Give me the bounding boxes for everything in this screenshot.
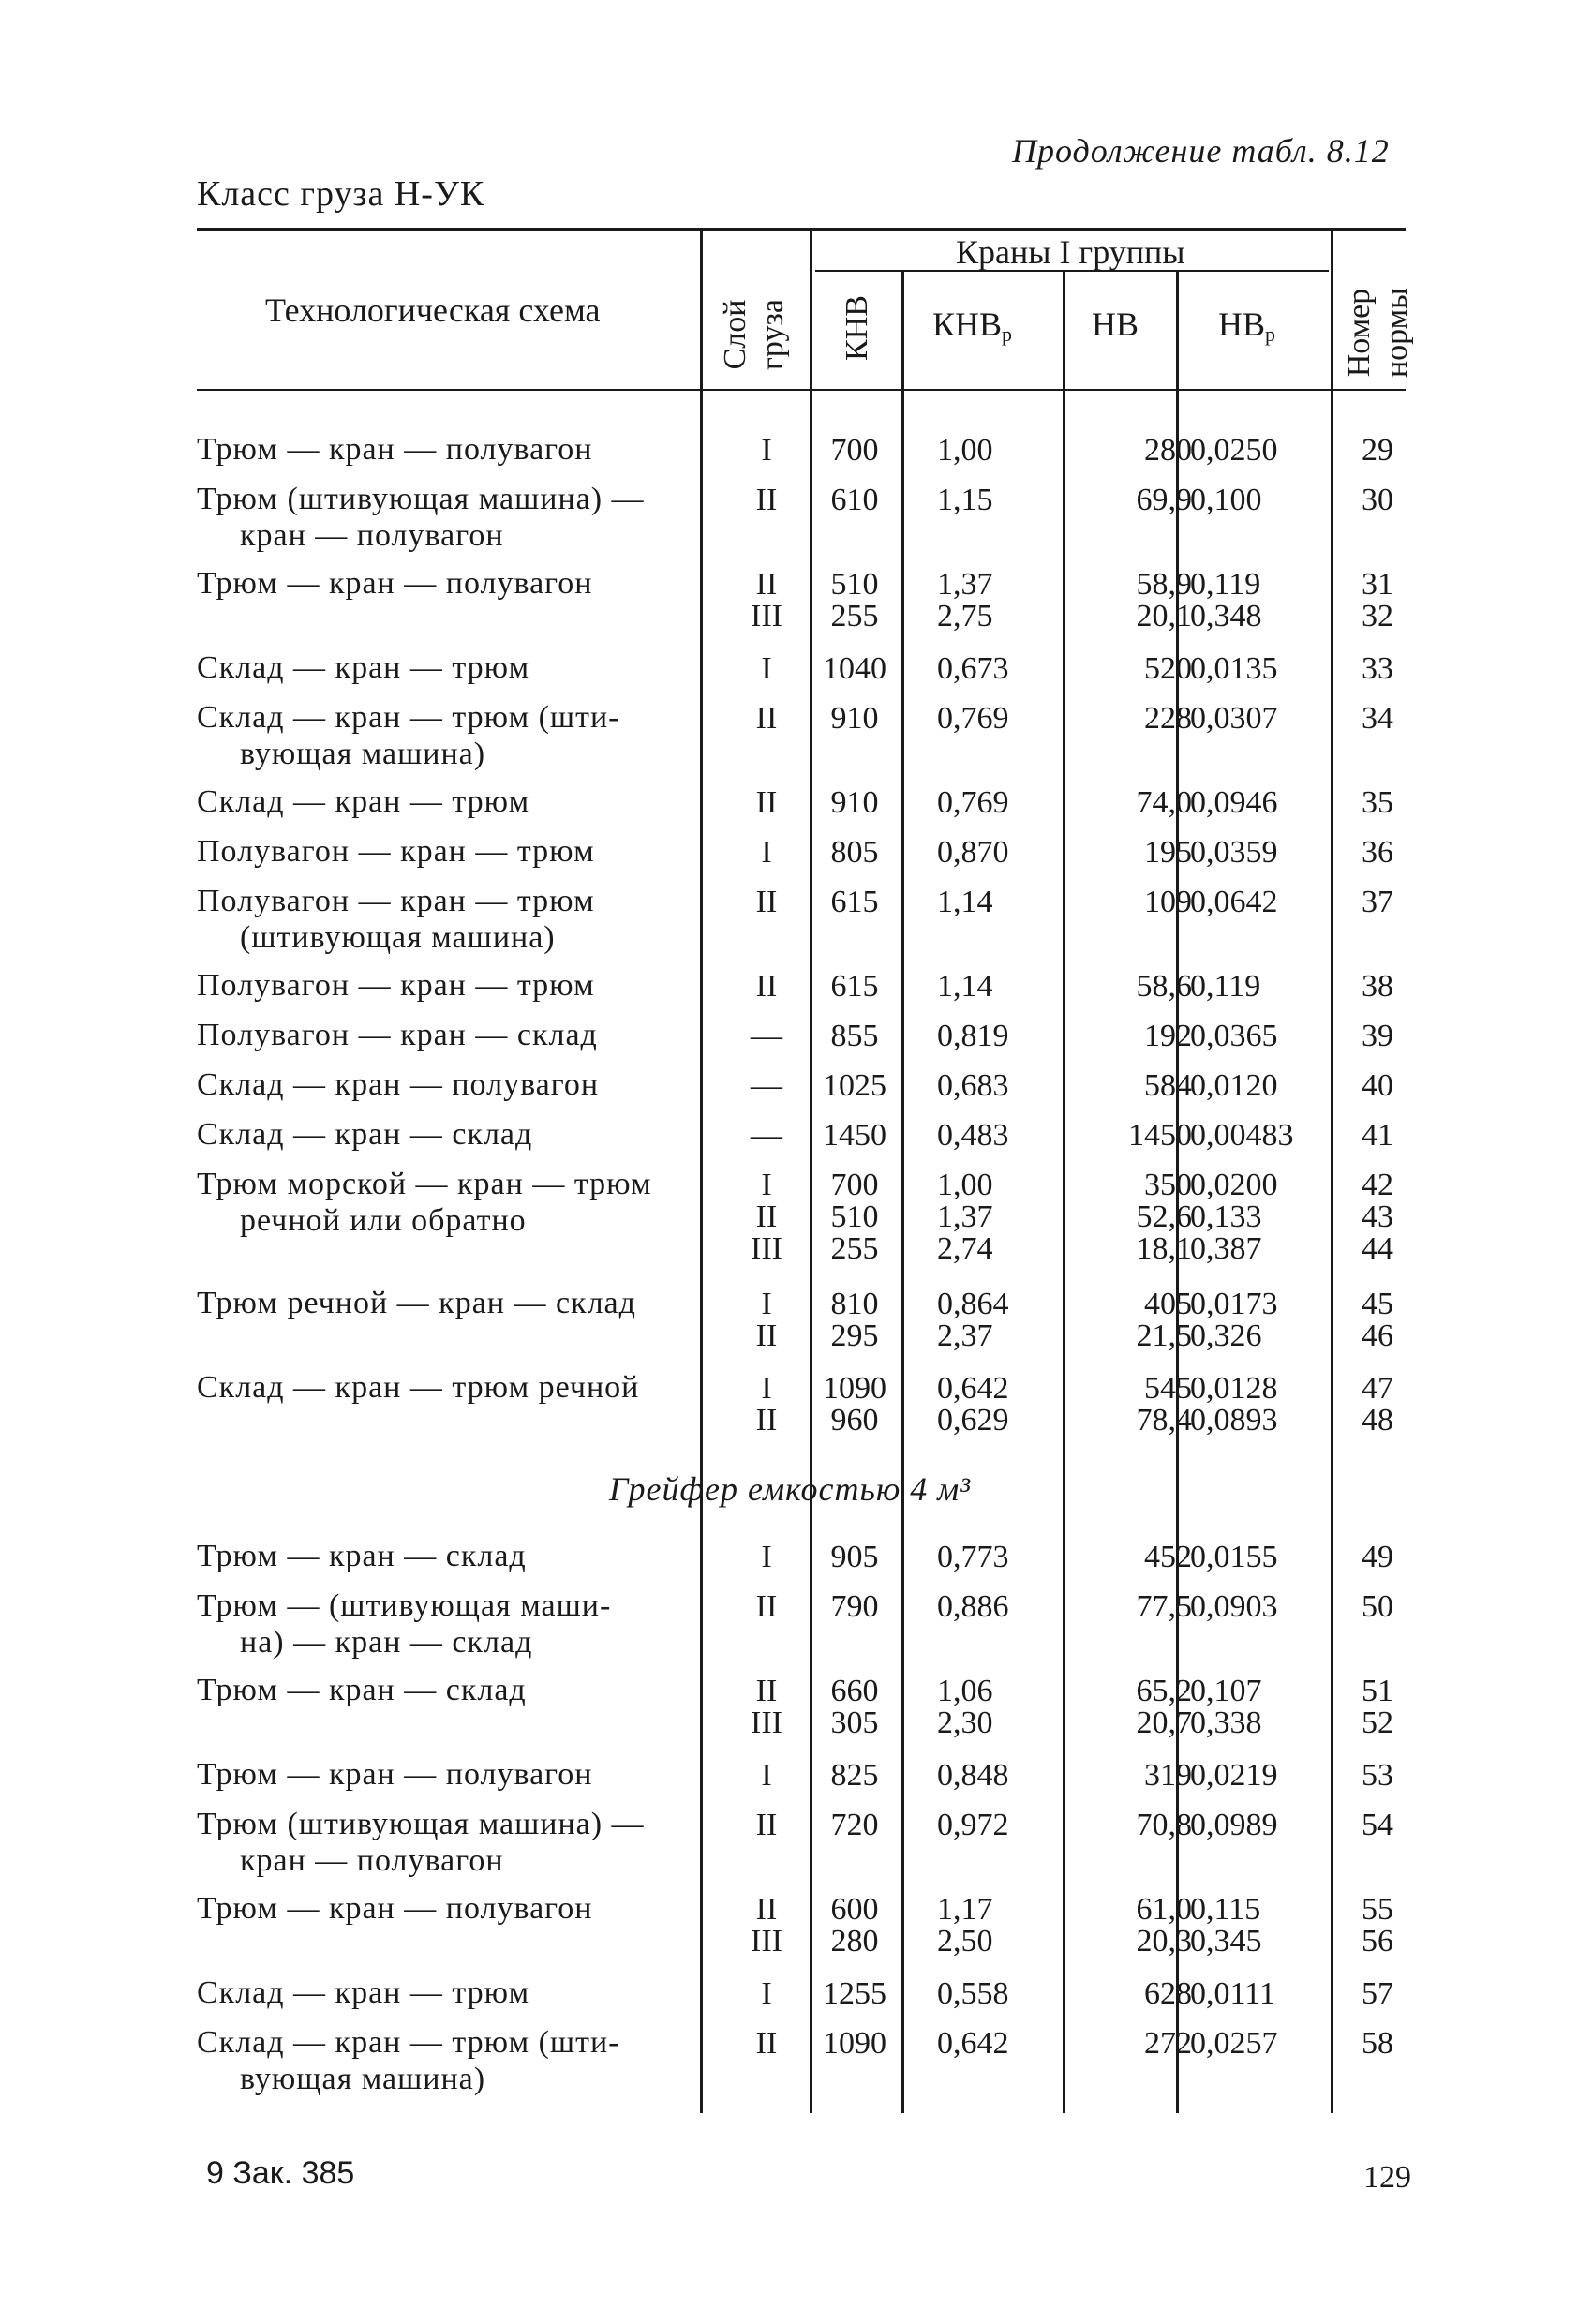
cell-num: 46 <box>1362 1318 1393 1354</box>
cell-knv: 280 <box>830 1924 879 1959</box>
cell-nv: 452 <box>1144 1540 1192 1574</box>
cell-nv: 78,4 <box>1136 1403 1192 1438</box>
cell-layer: II <box>755 1892 778 1927</box>
cell-num: 31 <box>1362 567 1393 602</box>
row-scheme-line: Трюм — кран — склад <box>197 1539 527 1573</box>
cargo-class-label: Класс груза Н-УК <box>197 174 485 214</box>
cell-num: 30 <box>1362 483 1393 517</box>
cell-knv: 700 <box>830 433 879 468</box>
cell-nvr: 0,0642 <box>1190 885 1278 919</box>
cell-knv: 1450 <box>823 1118 886 1153</box>
cell-nvr: 0,0173 <box>1190 1287 1278 1321</box>
cell-nv: 65,2 <box>1136 1674 1192 1708</box>
cell-knvr: 1,00 <box>937 1168 993 1202</box>
footer-order-number: 9 Зак. 385 <box>206 2155 355 2191</box>
cell-layer: — <box>751 1068 782 1103</box>
row-scheme-line: Склад — кран — трюм <box>197 1975 530 2010</box>
cell-knv: 615 <box>830 969 879 1004</box>
row-scheme-line: Склад — кран — склад <box>197 1117 533 1152</box>
cell-nv: 20,1 <box>1136 599 1192 634</box>
cell-nvr: 0,100 <box>1190 483 1262 517</box>
cell-knv: 700 <box>830 1168 879 1202</box>
row-scheme <box>197 883 693 956</box>
header-knv: КНВ <box>840 295 874 361</box>
cell-knv: 255 <box>830 599 879 634</box>
cell-layer: I <box>761 1758 772 1793</box>
cell-knvr: 1,14 <box>937 969 993 1004</box>
row-scheme-line: вующая машина) <box>240 737 486 771</box>
cell-knvr: 0,558 <box>937 1976 1009 2011</box>
row-scheme <box>197 833 693 870</box>
cell-knvr: 0,483 <box>937 1118 1009 1153</box>
cell-knvr: 0,886 <box>937 1589 1009 1624</box>
cell-num: 42 <box>1362 1168 1393 1202</box>
cell-nv: 280 <box>1144 433 1192 468</box>
row-scheme-line: Склад — кран — трюм речной <box>197 1370 640 1405</box>
cell-knvr: 2,30 <box>937 1706 993 1741</box>
cell-num: 44 <box>1362 1231 1393 1267</box>
cell-knv: 305 <box>830 1706 879 1741</box>
cell-knv: 905 <box>830 1540 879 1574</box>
cell-layer: I <box>761 433 772 468</box>
cell-num: 32 <box>1362 599 1393 634</box>
cell-layer: III <box>751 1924 782 1959</box>
cell-nvr: 0,348 <box>1190 599 1262 634</box>
cell-layer: II <box>755 701 778 736</box>
cell-nv: 70,8 <box>1136 1808 1192 1842</box>
cell-knv: 1255 <box>823 1976 886 2011</box>
row-scheme <box>197 1369 693 1406</box>
cell-knvr: 0,642 <box>937 1371 1009 1406</box>
cell-layer: II <box>755 483 778 517</box>
cell-num: 36 <box>1362 835 1393 870</box>
cell-knv: 720 <box>830 1808 879 1842</box>
cell-nv: 58,6 <box>1136 969 1192 1004</box>
cell-layer: I <box>761 835 772 870</box>
row-scheme-line: Трюм речной — кран — склад <box>197 1286 636 1320</box>
cell-nvr: 0,0307 <box>1190 701 1278 736</box>
cell-nv: 1450 <box>1128 1118 1192 1153</box>
cell-nvr: 0,0111 <box>1190 1976 1275 2011</box>
row-scheme <box>197 1116 693 1153</box>
cell-knv: 1025 <box>823 1068 886 1103</box>
cell-num: 53 <box>1362 1758 1393 1793</box>
cell-nvr: 0,0135 <box>1190 651 1278 686</box>
cell-nv: 405 <box>1144 1287 1192 1321</box>
cell-knv: 610 <box>830 483 879 517</box>
cell-knv: 825 <box>830 1758 879 1793</box>
cell-num: 37 <box>1362 885 1393 919</box>
row-scheme <box>197 1806 693 1879</box>
cell-layer: III <box>751 599 782 634</box>
cell-nvr: 0,0155 <box>1190 1540 1278 1574</box>
row-scheme <box>197 967 693 1004</box>
cell-num: 57 <box>1362 1976 1393 2011</box>
cell-nv: 109 <box>1144 885 1192 919</box>
cell-layer: II <box>755 1674 778 1708</box>
cell-nv: 74,0 <box>1136 785 1192 820</box>
row-scheme <box>197 1756 693 1793</box>
row-scheme <box>197 431 693 468</box>
cell-nvr: 0,338 <box>1190 1706 1262 1741</box>
header-bottom-rule <box>197 389 1406 391</box>
cell-num: 43 <box>1362 1199 1393 1235</box>
cell-num: 50 <box>1362 1589 1393 1624</box>
cell-num: 33 <box>1362 651 1393 686</box>
cell-nvr: 0,0257 <box>1190 2026 1278 2061</box>
row-scheme-line: кран — полувагон <box>240 518 504 553</box>
cell-nv: 21,5 <box>1136 1318 1192 1354</box>
row-scheme-line: Трюм морской — кран — трюм <box>197 1167 652 1201</box>
cell-knvr: 0,629 <box>937 1403 1009 1438</box>
cell-knv: 790 <box>830 1589 879 1624</box>
cell-nv: 272 <box>1144 2026 1192 2061</box>
cell-nvr: 0,107 <box>1190 1674 1262 1708</box>
cell-knv: 295 <box>830 1318 879 1354</box>
cell-knv: 910 <box>830 785 879 820</box>
row-scheme-line: Трюм (штивующая машина) — <box>197 1807 645 1841</box>
cell-nv: 195 <box>1144 835 1192 870</box>
cell-nv: 20,7 <box>1136 1706 1192 1741</box>
cell-num: 55 <box>1362 1892 1393 1927</box>
row-scheme-line: на) — кран — склад <box>240 1625 533 1660</box>
header-cranes-group: Краны I группы <box>956 233 1185 271</box>
row-scheme <box>197 699 693 772</box>
row-scheme-line: Трюм — кран — склад <box>197 1673 527 1707</box>
row-scheme-line: Склад — кран — трюм <box>197 784 530 819</box>
cell-knv: 805 <box>830 835 879 870</box>
cell-knvr: 0,972 <box>937 1808 1009 1842</box>
cell-nvr: 0,119 <box>1190 567 1261 602</box>
cell-layer: II <box>755 1808 778 1842</box>
cell-knv: 600 <box>830 1892 879 1927</box>
cell-knvr: 1,06 <box>937 1674 993 1708</box>
cell-knvr: 0,683 <box>937 1068 1009 1103</box>
row-scheme <box>197 649 693 686</box>
cell-knv: 1040 <box>823 651 886 686</box>
row-scheme <box>197 1587 693 1661</box>
cell-nvr: 0,326 <box>1190 1318 1262 1354</box>
row-scheme-line: Склад — кран — трюм (шти- <box>197 700 620 735</box>
column-divider-scheme <box>700 230 703 2113</box>
page-number: 129 <box>1363 2160 1411 2195</box>
cell-nvr: 0,0359 <box>1190 835 1278 870</box>
row-scheme <box>197 2024 693 2097</box>
cell-knvr: 2,74 <box>937 1231 993 1267</box>
cell-layer: I <box>761 1168 772 1202</box>
row-scheme <box>197 1538 693 1574</box>
column-divider-knv <box>901 272 904 2113</box>
cell-num: 29 <box>1362 433 1393 468</box>
cell-nv: 319 <box>1144 1758 1192 1793</box>
cell-nv: 228 <box>1144 701 1192 736</box>
cell-num: 47 <box>1362 1371 1393 1406</box>
cell-num: 35 <box>1362 785 1393 820</box>
cell-nv: 58,9 <box>1136 567 1192 602</box>
header-layer: Слой груза <box>718 298 790 371</box>
cell-nvr: 0,345 <box>1190 1924 1262 1959</box>
row-scheme-line: Склад — кран — полувагон <box>197 1067 600 1102</box>
row-scheme-line: (штивующая машина) <box>240 920 556 955</box>
cell-nvr: 0,0893 <box>1190 1403 1278 1438</box>
cell-num: 38 <box>1362 969 1393 1004</box>
cell-layer: I <box>761 1540 772 1574</box>
cell-nvr: 0,0903 <box>1190 1589 1278 1624</box>
cell-knv: 910 <box>830 701 879 736</box>
cell-num: 51 <box>1362 1674 1393 1708</box>
cell-layer: — <box>751 1019 782 1053</box>
row-scheme-line: речной или обратно <box>240 1203 527 1238</box>
cell-nv: 545 <box>1144 1371 1192 1406</box>
cell-knvr: 1,37 <box>937 1199 993 1235</box>
cell-layer: II <box>755 969 778 1004</box>
cell-knv: 615 <box>830 885 879 919</box>
row-scheme-line: Трюм — (штивующая маши- <box>197 1588 612 1623</box>
cell-knvr: 2,50 <box>937 1924 993 1959</box>
cell-layer: II <box>755 1589 778 1624</box>
cell-knvr: 1,00 <box>937 433 993 468</box>
cell-knv: 960 <box>830 1403 879 1438</box>
cell-num: 49 <box>1362 1540 1393 1574</box>
header-scheme: Технологическая схема <box>265 291 601 329</box>
cell-layer: II <box>755 2026 778 2061</box>
cell-knv: 510 <box>830 1199 879 1235</box>
cell-nvr: 0,0365 <box>1190 1019 1278 1053</box>
row-scheme-line: Склад — кран — трюм <box>197 650 530 685</box>
row-scheme-line: Полувагон — кран — склад <box>197 1018 598 1052</box>
cell-knvr: 0,848 <box>937 1758 1009 1793</box>
row-scheme <box>197 481 693 554</box>
cell-knv: 1090 <box>823 1371 886 1406</box>
row-scheme <box>197 1285 693 1321</box>
cell-layer: II <box>755 785 778 820</box>
cell-nv: 350 <box>1144 1168 1192 1202</box>
cell-num: 48 <box>1362 1403 1393 1438</box>
row-scheme <box>197 1672 693 1708</box>
row-scheme-line: Трюм — кран — полувагон <box>197 566 593 601</box>
row-scheme <box>197 565 693 602</box>
cell-knvr: 2,75 <box>937 599 993 634</box>
cell-nv: 61,0 <box>1136 1892 1192 1927</box>
cell-nv: 520 <box>1144 651 1192 686</box>
row-scheme-line: Трюм — кран — полувагон <box>197 1891 593 1926</box>
row-scheme-line: Трюм — кран — полувагон <box>197 432 593 467</box>
cell-layer: I <box>761 1371 772 1406</box>
row-scheme <box>197 1890 693 1927</box>
cell-nv: 69,9 <box>1136 483 1192 517</box>
cell-knvr: 0,673 <box>937 651 1009 686</box>
cell-knvr: 1,14 <box>937 885 993 919</box>
cell-knvr: 2,37 <box>937 1318 993 1354</box>
cell-layer: III <box>751 1231 782 1267</box>
cell-nv: 584 <box>1144 1068 1192 1103</box>
header-knvr: $КНВ_р$ <box>932 305 1013 346</box>
cell-nvr: 0,0250 <box>1190 433 1278 468</box>
cell-layer: II <box>755 885 778 919</box>
cell-layer: I <box>761 651 772 686</box>
row-scheme-line: кран — полувагон <box>240 1843 504 1878</box>
cell-knv: 810 <box>830 1287 879 1321</box>
cell-nv: 18,1 <box>1136 1231 1192 1267</box>
table-top-rule <box>197 228 1406 231</box>
row-scheme-line: Полувагон — кран — трюм <box>197 834 595 869</box>
cell-knvr: 0,864 <box>937 1287 1009 1321</box>
row-scheme <box>197 1974 693 2011</box>
section-title-grab-4m3: Грейфер емкостью 4 м³ <box>609 1470 972 1508</box>
cell-nvr: 0,133 <box>1190 1199 1262 1235</box>
cell-nvr: 0,0946 <box>1190 785 1278 820</box>
cell-nvr: 0,119 <box>1190 969 1261 1004</box>
cell-num: 58 <box>1362 2026 1393 2061</box>
cell-nvr: 0,0200 <box>1190 1168 1278 1202</box>
cell-knvr: 0,769 <box>937 785 1009 820</box>
cell-num: 56 <box>1362 1924 1393 1959</box>
cell-knv: 255 <box>830 1231 879 1267</box>
cell-layer: I <box>761 1287 772 1321</box>
cell-knvr: 0,773 <box>937 1540 1009 1574</box>
cell-nvr: 0,0128 <box>1190 1371 1278 1406</box>
cell-num: 34 <box>1362 701 1393 736</box>
cell-nvr: 0,0989 <box>1190 1808 1278 1842</box>
row-scheme-line: Склад — кран — трюм (шти- <box>197 2025 620 2060</box>
cell-knv: 660 <box>830 1674 879 1708</box>
cell-layer: — <box>751 1118 782 1153</box>
cell-num: 41 <box>1362 1118 1393 1153</box>
cell-knvr: 1,37 <box>937 567 993 602</box>
cell-layer: I <box>761 1976 772 2011</box>
continuation-caption: Продолжение табл. 8.12 <box>1012 132 1390 170</box>
cell-nvr: 0,115 <box>1190 1892 1261 1927</box>
cell-nv: 628 <box>1144 1976 1192 2011</box>
row-scheme <box>197 1066 693 1103</box>
cell-knvr: 0,769 <box>937 701 1009 736</box>
row-scheme <box>197 1017 693 1053</box>
cell-nv: 20,3 <box>1136 1924 1192 1959</box>
cell-layer: III <box>751 1706 782 1741</box>
cell-layer: II <box>755 567 778 602</box>
cell-num: 40 <box>1362 1068 1393 1103</box>
row-scheme-line: Полувагон — кран — трюм <box>197 968 595 1003</box>
cell-num: 45 <box>1362 1287 1393 1321</box>
cell-knv: 855 <box>830 1019 879 1053</box>
row-scheme-line: Трюм (штивующая машина) — <box>197 482 645 516</box>
cell-nvr: 0,0219 <box>1190 1758 1278 1793</box>
row-scheme-line: Трюм — кран — полувагон <box>197 1757 593 1792</box>
cell-layer: II <box>755 1199 778 1235</box>
cell-knvr: 1,15 <box>937 483 993 517</box>
header-norm-number: Номер нормы <box>1342 287 1414 379</box>
row-scheme-line: вующая машина) <box>240 2062 486 2096</box>
cell-knv: 1090 <box>823 2026 886 2061</box>
cell-num: 54 <box>1362 1808 1393 1842</box>
cell-nvr: 0,387 <box>1190 1231 1262 1267</box>
cell-nv: 192 <box>1144 1019 1192 1053</box>
header-nvr: $НВ_р$ <box>1218 305 1276 346</box>
cell-num: 52 <box>1362 1706 1393 1741</box>
row-scheme <box>197 783 693 820</box>
cell-knv: 510 <box>830 567 879 602</box>
cell-num: 39 <box>1362 1019 1393 1053</box>
cell-knvr: 0,642 <box>937 2026 1009 2061</box>
row-scheme <box>197 1166 693 1239</box>
cell-nv: 77,5 <box>1136 1589 1192 1624</box>
cell-nvr: 0,0120 <box>1190 1068 1278 1103</box>
header-nv: НВ <box>1092 305 1139 343</box>
cell-nv: 52,6 <box>1136 1199 1192 1235</box>
row-scheme-line: Полувагон — кран — трюм <box>197 884 595 918</box>
cell-layer: II <box>755 1403 778 1438</box>
cell-layer: II <box>755 1318 778 1354</box>
cell-knvr: 0,819 <box>937 1019 1009 1053</box>
cell-nvr: 0,00483 <box>1190 1118 1294 1153</box>
cell-knvr: 0,870 <box>937 835 1009 870</box>
cell-knvr: 1,17 <box>937 1892 993 1927</box>
